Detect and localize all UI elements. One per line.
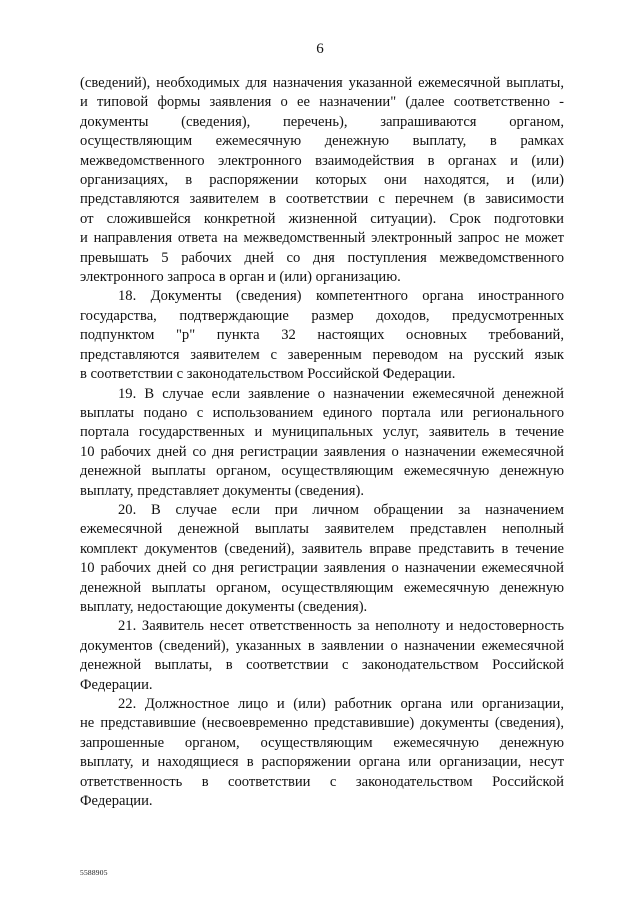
text-line: 10 рабочих дней со дня регистрации заявления о назначении ежемесячной bbox=[80, 443, 564, 460]
text-line: Федерации. bbox=[80, 676, 153, 693]
text-line: Федерации. bbox=[80, 793, 153, 810]
text-line: межведомственного электронного взаимодействия в органах и (или) bbox=[80, 152, 564, 169]
text-line: представляются заявителем в соответствии с перечнем (в зависимости bbox=[80, 191, 564, 208]
text-line: денежной выплаты органом, осуществляющим ежемесячную денежную bbox=[80, 463, 564, 480]
text-line: осуществляющим ежемесячную денежную выплату, в рамках bbox=[80, 133, 564, 150]
text-line: документов (сведений), указанных в заявлении о назначении ежемесячной bbox=[80, 637, 564, 654]
text-line: документы (сведения), перечень), запрашиваются органом, bbox=[80, 113, 564, 130]
text-line: выплату, недостающие документы (сведения). bbox=[80, 598, 368, 615]
text-line: запрошенные органом, осуществляющим ежемесячную денежную bbox=[80, 734, 564, 751]
text-line: подпунктом "р" пункта 32 настоящих основных требований, bbox=[80, 327, 564, 344]
text-line: (сведений), необходимых для назначения указанной ежемесячной выплаты, bbox=[80, 75, 564, 91]
text-line: электронного запроса в орган и (или) организацию. bbox=[80, 269, 401, 286]
text-line: 20. В случае если при личном обращении за назначением bbox=[118, 501, 564, 518]
page-number: 6 bbox=[316, 41, 324, 57]
text-line: 10 рабочих дней со дня регистрации заявления о назначении ежемесячной bbox=[80, 560, 564, 577]
text-line: денежной выплаты, в соответствии с законодательством Российской bbox=[80, 657, 564, 674]
text-line: 19. В случае если заявление о назначении ежемесячной денежной bbox=[118, 385, 564, 402]
paragraph bbox=[80, 287, 564, 384]
text-line: от сложившейся конкретной жизненной ситуации). Срок подготовки bbox=[80, 210, 564, 227]
text-line: выплату, представляет документы (сведения). bbox=[80, 482, 364, 499]
text-line: ежемесячной денежной выплаты заявителем представлен неполный bbox=[80, 521, 564, 538]
text-line: организациях, в распоряжении которых они находятся, и (или) bbox=[80, 172, 564, 189]
paragraph bbox=[80, 74, 564, 287]
paragraph bbox=[80, 695, 564, 811]
paragraph bbox=[80, 385, 564, 501]
text-line: не представившие (несвоевременно представившие) документы (сведения), bbox=[80, 715, 564, 732]
text-line: выплаты подано с использованием единого портала или регионального bbox=[80, 404, 564, 421]
text-line: в соответствии с законодательством Российской Федерации. bbox=[80, 366, 456, 383]
text-line: выплату, и находящиеся в распоряжении органа или организации, несут bbox=[80, 754, 564, 771]
text-line: 18. Документы (сведения) компетентного органа иностранного bbox=[118, 288, 564, 305]
text-line: 22. Должностное лицо и (или) работник органа или организации, bbox=[118, 696, 564, 712]
text-line: представляются заявителем с заверенным переводом на русский язык bbox=[80, 346, 564, 363]
document-body bbox=[80, 74, 564, 811]
text-line: и направления ответа на межведомственный электронный запрос не может bbox=[80, 230, 564, 247]
paragraph bbox=[80, 617, 564, 695]
text-line: государства, подтверждающие размер доходов, предусмотренных bbox=[80, 307, 564, 324]
text-line: 21. Заявитель несет ответственность за неполноту и недостоверность bbox=[118, 618, 564, 635]
document-code: 5588905 bbox=[80, 868, 108, 877]
paragraph bbox=[80, 501, 564, 617]
text-line: портала государственных и муниципальных услуг, заявитель в течение bbox=[80, 424, 564, 441]
text-line: комплект документов (сведений), заявитель вправе представить в течение bbox=[80, 540, 564, 557]
text-line: превышать 5 рабочих дней со дня поступления межведомственного bbox=[80, 249, 564, 266]
text-line: ответственность в соответствии с законодательством Российской bbox=[80, 773, 564, 790]
text-line: денежной выплаты органом, осуществляющим ежемесячную денежную bbox=[80, 579, 564, 596]
text-line: и типовой формы заявления о ее назначении" (далее соответственно - bbox=[80, 94, 564, 111]
